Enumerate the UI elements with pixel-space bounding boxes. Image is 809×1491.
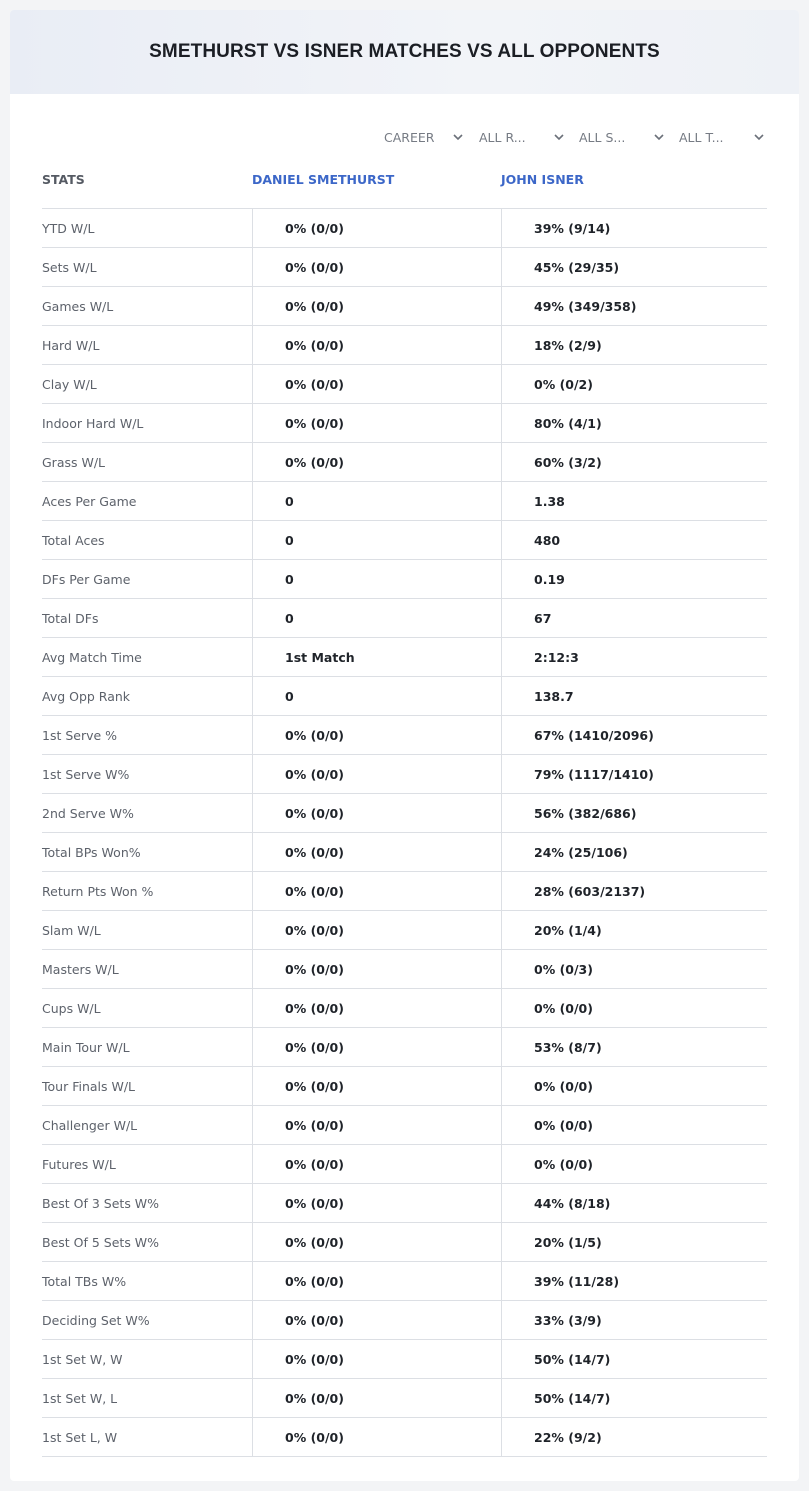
player2-value: 20% (1/4) [501,911,767,949]
player2-value: 60% (3/2) [501,443,767,481]
table-row [42,599,767,638]
player2-value: 0% (0/0) [501,1145,767,1183]
stat-label: Tour Finals W/L [42,1078,136,1094]
stat-label: Hard W/L [42,337,100,353]
player1-value: 0 [252,521,501,559]
table-row [42,1184,767,1223]
player1-value: 0% (0/0) [252,1223,501,1261]
stats-column-header: STATS [42,172,85,187]
table-row [42,404,767,443]
chevron-down-icon [553,131,565,143]
player1-value: 0% (0/0) [252,404,501,442]
stats-table [42,208,767,1457]
stat-label: Return Pts Won % [42,883,154,899]
player2-value: 33% (3/9) [501,1301,767,1339]
table-row [42,1379,767,1418]
player2-value: 45% (29/35) [501,248,767,286]
table-row [42,638,767,677]
table-header [42,172,767,192]
player2-value: 24% (25/106) [501,833,767,871]
table-row [42,989,767,1028]
chevron-down-icon [753,131,765,143]
player2-value: 67% (1410/2096) [501,716,767,754]
table-row [42,1106,767,1145]
stat-label: 1st Set L, W [42,1429,118,1445]
player1-value: 0% (0/0) [252,950,501,988]
player1-value: 0% (0/0) [252,1301,501,1339]
stat-label: Challenger W/L [42,1117,138,1133]
stats-card [10,10,799,1481]
round-filter-select[interactable] [479,127,565,147]
player2-value: 49% (349/358) [501,287,767,325]
player2-value: 67 [501,599,767,637]
table-row [42,365,767,404]
chevron-down-icon [653,131,665,143]
player2-value: 0% (0/3) [501,950,767,988]
player1-value: 0% (0/0) [252,209,501,247]
player1-value: 0% (0/0) [252,833,501,871]
stat-label: Total BPs Won% [42,844,141,860]
stat-label: DFs Per Game [42,571,131,587]
table-row [42,794,767,833]
stat-label: Cups W/L [42,1000,101,1016]
stat-label: Main Tour W/L [42,1039,130,1055]
stat-label: 1st Serve % [42,727,118,743]
stat-label: 1st Set W, L [42,1390,118,1406]
player2-value: 480 [501,521,767,559]
table-row [42,560,767,599]
player1-value: 0% (0/0) [252,326,501,364]
player1-value: 0% (0/0) [252,755,501,793]
player2-value: 56% (382/686) [501,794,767,832]
player1-value: 0% (0/0) [252,443,501,481]
player1-value: 0% (0/0) [252,1067,501,1105]
player2-value: 50% (14/7) [501,1340,767,1378]
stat-label: Indoor Hard W/L [42,415,144,431]
page-title: SMETHURST VS ISNER MATCHES VS ALL OPPONENTS [149,41,660,62]
player1-value: 0% (0/0) [252,794,501,832]
player1-value: 0% (0/0) [252,248,501,286]
stat-label: 2nd Serve W% [42,805,134,821]
player2-value: 0% (0/0) [501,989,767,1027]
stat-label: Masters W/L [42,961,119,977]
player1-value: 0 [252,599,501,637]
table-row [42,287,767,326]
table-row [42,833,767,872]
player2-link[interactable]: JOHN ISNER [501,172,584,187]
player1-value: 0% (0/0) [252,1418,501,1456]
stat-label: YTD W/L [42,220,95,236]
surface-filter-label: ALL S... [579,129,626,145]
filter-bar [10,127,799,147]
player2-value: 28% (603/2137) [501,872,767,910]
player2-value: 0.19 [501,560,767,598]
surface-filter-select[interactable] [579,127,665,147]
table-row [42,950,767,989]
table-row [42,1262,767,1301]
player1-value: 0% (0/0) [252,287,501,325]
table-row [42,521,767,560]
player1-value: 0 [252,677,501,715]
table-row [42,482,767,521]
player1-value: 0 [252,482,501,520]
period-filter-label: CAREER [384,129,435,145]
player2-value: 18% (2/9) [501,326,767,364]
table-row [42,1145,767,1184]
stat-label: Total TBs W% [42,1273,127,1289]
stat-label: Sets W/L [42,259,97,275]
player2-value: 0% (0/2) [501,365,767,403]
player1-value: 0% (0/0) [252,1028,501,1066]
player2-value: 39% (9/14) [501,209,767,247]
player2-value: 22% (9/2) [501,1418,767,1456]
stat-label: Avg Opp Rank [42,688,131,704]
player1-value: 0 [252,560,501,598]
stat-label: Slam W/L [42,922,101,938]
player2-value: 53% (8/7) [501,1028,767,1066]
player1-value: 0% (0/0) [252,1145,501,1183]
player1-value: 0% (0/0) [252,1262,501,1300]
stat-label: Avg Match Time [42,649,142,665]
table-row [42,755,767,794]
table-row [42,443,767,482]
table-row [42,1067,767,1106]
period-filter-select[interactable] [384,127,464,147]
player2-value: 79% (1117/1410) [501,755,767,793]
player2-value: 138.7 [501,677,767,715]
table-row [42,911,767,950]
tournament-filter-label: ALL T... [679,129,724,145]
table-row [42,1028,767,1067]
table-row [42,872,767,911]
chevron-down-icon [452,131,464,143]
table-row [42,248,767,287]
card-header [10,10,799,94]
table-row [42,326,767,365]
player2-value: 39% (11/28) [501,1262,767,1300]
stat-label: Clay W/L [42,376,97,392]
round-filter-label: ALL R... [479,129,526,145]
table-row [42,209,767,248]
stat-label: 1st Set W, W [42,1351,123,1367]
stat-label: Grass W/L [42,454,106,470]
player1-value: 0% (0/0) [252,911,501,949]
player1-value: 0% (0/0) [252,1184,501,1222]
player1-value: 0% (0/0) [252,716,501,754]
player1-value: 0% (0/0) [252,1106,501,1144]
stat-label: Futures W/L [42,1156,116,1172]
tournament-filter-select[interactable] [679,127,765,147]
player2-value: 0% (0/0) [501,1067,767,1105]
table-row [42,1418,767,1457]
player2-value: 2:12:3 [501,638,767,676]
stat-label: Aces Per Game [42,493,137,509]
player2-value: 0% (0/0) [501,1106,767,1144]
table-row [42,1223,767,1262]
player1-value: 0% (0/0) [252,872,501,910]
stat-label: Total Aces [42,532,105,548]
stat-label: Total DFs [42,610,99,626]
stat-label: Best Of 3 Sets W% [42,1195,160,1211]
player1-value: 1st Match [252,638,501,676]
player1-value: 0% (0/0) [252,989,501,1027]
player2-value: 80% (4/1) [501,404,767,442]
table-row [42,1301,767,1340]
player2-value: 44% (8/18) [501,1184,767,1222]
table-row [42,1340,767,1379]
table-row [42,716,767,755]
player1-link[interactable]: DANIEL SMETHURST [252,172,395,187]
player1-value: 0% (0/0) [252,365,501,403]
table-row [42,677,767,716]
stat-label: 1st Serve W% [42,766,130,782]
stat-label: Best Of 5 Sets W% [42,1234,160,1250]
player2-value: 1.38 [501,482,767,520]
player2-value: 20% (1/5) [501,1223,767,1261]
player2-value: 50% (14/7) [501,1379,767,1417]
player1-value: 0% (0/0) [252,1340,501,1378]
stat-label: Deciding Set W% [42,1312,150,1328]
stat-label: Games W/L [42,298,114,314]
player1-value: 0% (0/0) [252,1379,501,1417]
